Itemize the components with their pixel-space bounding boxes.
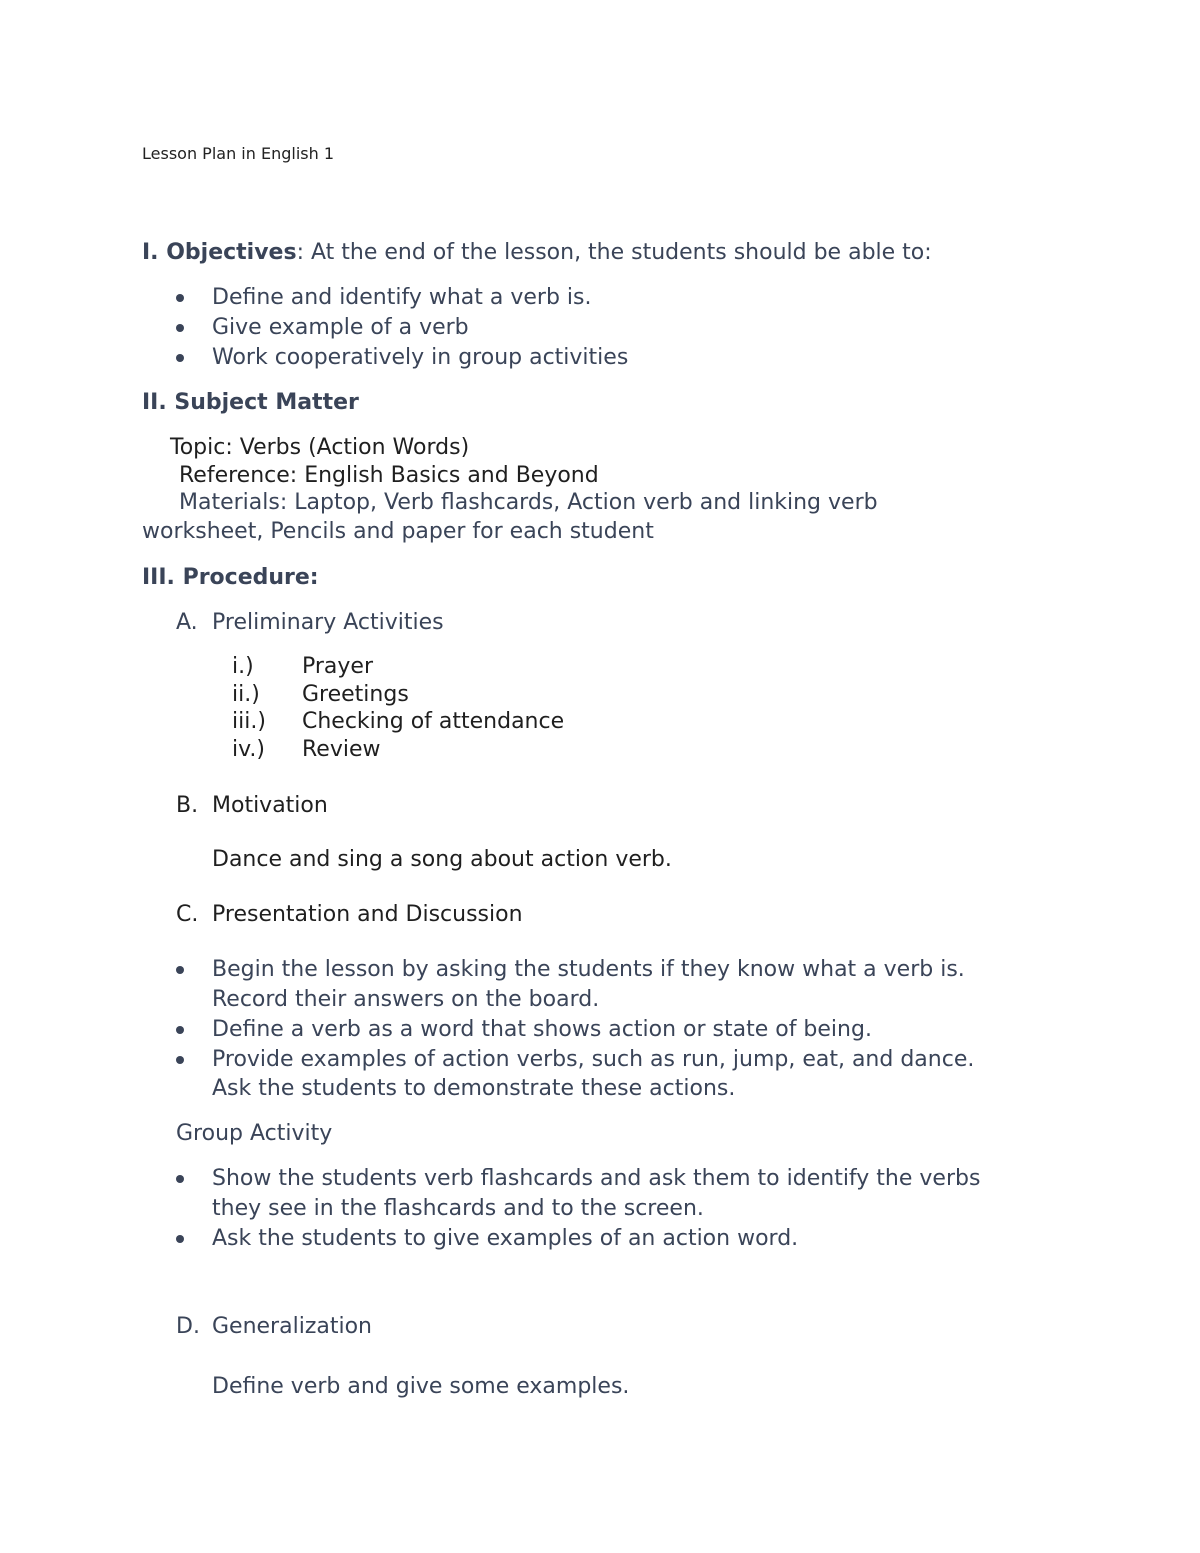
group-activity-item: Ask the students to give examples of an action word.	[212, 1226, 799, 1251]
procedure-heading: III. Procedure:	[142, 565, 319, 590]
materials-line: Materials: Laptop, Verb flashcards, Action verb and linking verb	[179, 490, 878, 515]
topic-line: Topic: Verbs (Action Words)	[170, 435, 470, 460]
list-item: Greetings	[302, 682, 409, 707]
bullet-icon	[176, 1175, 184, 1183]
reference-line: Reference: English Basics and Beyond	[179, 463, 599, 488]
list-number: ii.)	[232, 682, 260, 707]
list-item: Checking of attendance	[302, 709, 565, 734]
list-number: i.)	[232, 654, 254, 679]
subject-matter-heading: II. Subject Matter	[142, 390, 359, 415]
group-activity-label: Group Activity	[176, 1121, 333, 1146]
section-c-letter: C.	[176, 902, 199, 927]
bullet-icon	[176, 324, 184, 332]
section-b-label: Motivation	[212, 793, 328, 818]
discussion-item-continued: Record their answers on the board.	[212, 987, 600, 1012]
section-a-label: Preliminary Activities	[212, 610, 444, 635]
materials-line-continued: worksheet, Pencils and paper for each student	[142, 519, 654, 544]
objective-item: Give example of a verb	[212, 315, 469, 340]
objective-item: Work cooperatively in group activities	[212, 345, 629, 370]
list-item: Review	[302, 737, 381, 762]
group-activity-item-continued: they see in the flashcards and to the screen.	[212, 1196, 704, 1221]
bullet-icon	[176, 354, 184, 362]
objectives-line	[142, 238, 932, 268]
objectives-heading: I. Objectives	[142, 240, 297, 265]
discussion-item: Begin the lesson by asking the students if they know what a verb is.	[212, 957, 965, 982]
section-d-letter: D.	[176, 1314, 200, 1339]
list-number: iii.)	[232, 709, 266, 734]
objective-item: Define and identify what a verb is.	[212, 285, 592, 310]
group-activity-item: Show the students verb flashcards and ask them to identify the verbs	[212, 1166, 981, 1191]
bullet-icon	[176, 1056, 184, 1064]
document-title: Lesson Plan in English 1	[142, 144, 334, 163]
section-c-label: Presentation and Discussion	[212, 902, 523, 927]
section-d-label: Generalization	[212, 1314, 372, 1339]
discussion-item: Provide examples of action verbs, such as run, jump, eat, and dance.	[212, 1047, 975, 1072]
list-item: Prayer	[302, 654, 374, 679]
motivation-text: Dance and sing a song about action verb.	[212, 847, 672, 872]
objectives-intro: : At the end of the lesson, the students should be able to:	[296, 240, 932, 265]
section-a-letter: A.	[176, 610, 198, 635]
section-b-letter: B.	[176, 793, 199, 818]
discussion-item-continued: Ask the students to demonstrate these actions.	[212, 1076, 736, 1101]
bullet-icon	[176, 1026, 184, 1034]
discussion-item: Define a verb as a word that shows action or state of being.	[212, 1017, 872, 1042]
list-number: iv.)	[232, 737, 265, 762]
bullet-icon	[176, 294, 184, 302]
bullet-icon	[176, 1235, 184, 1243]
bullet-icon	[176, 966, 184, 974]
generalization-text: Define verb and give some examples.	[212, 1374, 630, 1399]
